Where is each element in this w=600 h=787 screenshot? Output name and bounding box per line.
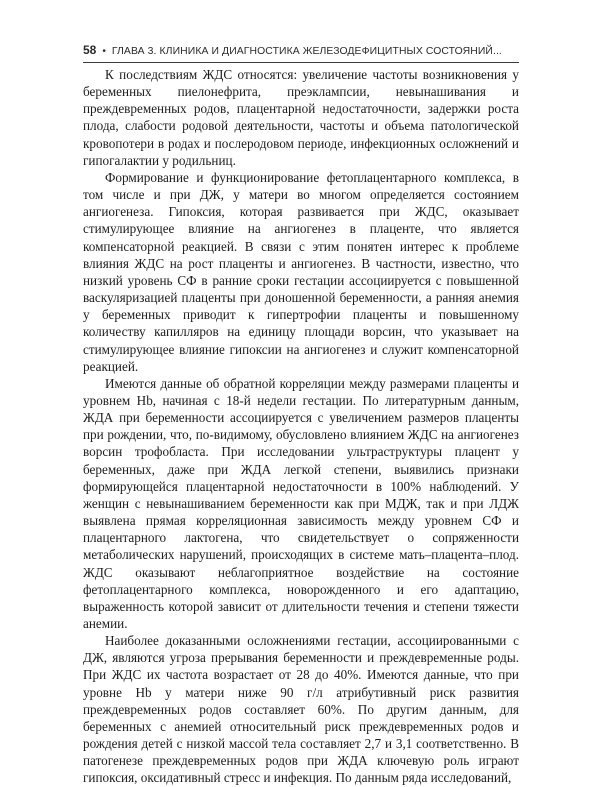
page-number: 58 [83, 43, 97, 57]
paragraph-placenta-correlation: Имеются данные об обратной корреляции между размерами плаценты и уровнем Hb, начиная с 18-й недели гестации. По литературным данным, ЖДА при беременности ассоциируется с увеличением размеров плаценты при рождении, что, по-видимому, обусловлено влиянием ЖДС на ангиогенез ворсин трофобласта. При исследовании ультраструктуры плацент у беременных, даже при ЖДА легкой степени, выявились признаки формирующейся плацентарной недостаточности в 100% наблюдений. У женщин с невынашиванием беременности как при МДЖ, так и при ЛДЖ выявлена прямая корреляционная зависимость между уровнем СФ и плацентарного лактогена, что свидетельствует о сопряженности метаболических нарушений, происходящих в системе мать–плацента–плод. ЖДС оказывают неблагоприятное воздействие на состояние фетоплацентарного комплекса, новорожденного и его адаптацию, выраженность которой зависит от длительности течения и степени тяжести анемии. [83, 375, 519, 631]
chapter-title: ГЛАВА 3. КЛИНИКА И ДИАГНОСТИКА ЖЕЛЕЗОДЕФИЦИТНЫХ СОСТОЯНИЙ... [111, 46, 502, 57]
header-rule [83, 62, 519, 63]
header-bullet: • [102, 46, 106, 57]
running-header [83, 43, 519, 61]
paragraph-angiogenesis: Формирование и функционирование фетоплацентарного комплекса, в том числе и при ДЖ, у матери во многом определяется состоянием ангиогенеза. Гипоксия, которая развивается при ЖДС, оказывает стимулирующее влияние на ангиогенез в плаценте, что является компенсаторной реакцией. В связи с этим понятен интерес к проблеме влияния ЖДС на рост плаценты и ангиогенез. В частности, известно, что низкий уровень СФ в ранние сроки гестации ассоциируется с повышенной васкуляризацией плаценты при доношенной беременности, а ранняя анемия у беременных приводит к гипертрофии плаценты и повышенному количеству капилляров на единицу площади ворсин, что указывает на стимулирующее влияние гипоксии на ангиогенез и служит компенсаторной реакцией. [83, 169, 519, 374]
paragraph-preterm-birth: Наиболее доказанными осложнениями гестации, ассоциированными с ДЖ, являются угроза прерывания беременности и преждевременные роды. При ЖДС их частота возрастает от 28 до 40%. Имеются данные, что при уровне Hb у матери ниже 90 г/л атрибутивный риск развития преждевременных родов составляет 60%. По другим данным, для беременных с анемией относительный риск преждевременных родов и рождения детей с низкой массой тела составляет 2,7 и 3,1 соответственно. В патогенезе преждевременных родов при ЖДА ключевую роль играют гипоксия, оксидативный стресс и инфекция. По данным ряда исследований, [83, 633, 519, 786]
paragraph-consequences: К последствиям ЖДС относятся: увеличение частоты возникновения у беременных пиелонефрита, преэклампсии, невынашивания и преждевременных родов, плацентарной недостаточности, задержки роста плода, слабости родовой деятельности, частоты и объема патологической кровопотери в родах и послеродовом периоде, инфекционных осложнений и гипогалактии у родильниц. [83, 67, 519, 168]
body-text [83, 66, 519, 786]
